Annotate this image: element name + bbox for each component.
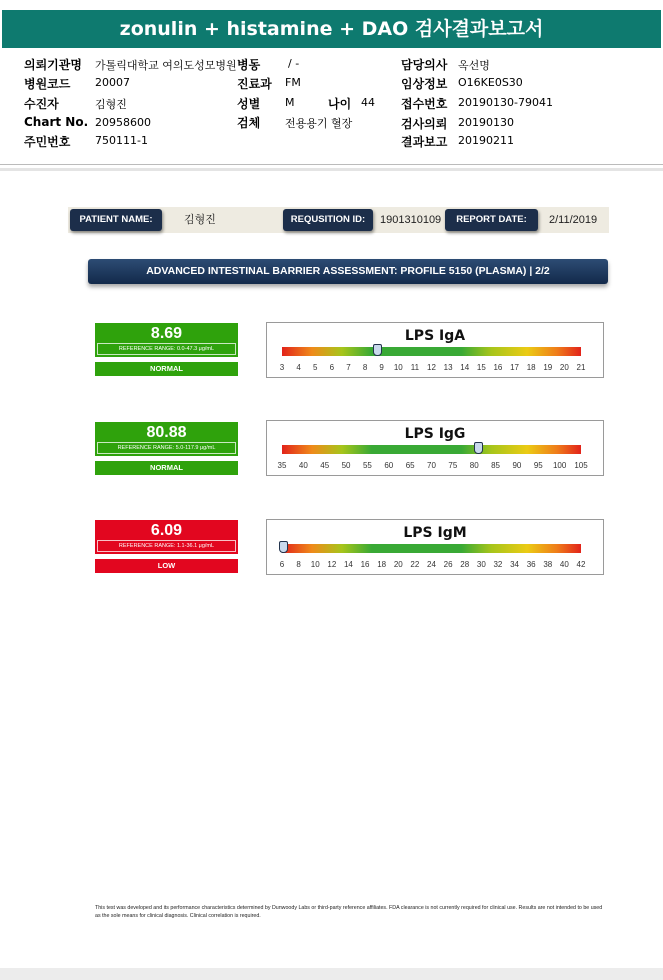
sex-value: M [285,96,295,109]
gauge-tick-label: 42 [576,560,586,569]
department-label: 진료과 [237,77,272,91]
requisition-id-label: REQUSITION ID: [283,209,373,231]
receipt-no-label: 접수번호 [401,97,448,111]
gauge-tick-label: 65 [405,461,415,470]
gauge-tick-label: 70 [427,461,436,470]
gauge-tick-label: 26 [443,560,453,569]
gauge-tick-label: 17 [510,363,519,372]
lps-igg-value: 80.88 [146,424,187,441]
lps-igg-reference: REFERENCE RANGE: 5.0-117.9 μg/mL [97,442,236,454]
gauge-tick-label: 16 [493,363,503,372]
gauge-tick-label: 5 [312,363,318,372]
specimen-value: 전용용기 혈장 [285,117,353,130]
header-divider-shadow [0,168,663,171]
gauge-tick-label: 40 [559,560,569,569]
specimen-label: 검체 [237,116,261,130]
gauge-tick-label: 6 [329,363,335,372]
age-value: 44 [361,96,375,109]
lps-igg-status: NORMAL [95,461,238,475]
gauge-tick-label: 8 [296,560,301,569]
gauge-marker [373,344,382,356]
hospital-code-value: 20007 [95,76,130,89]
gauge-tick-label: 15 [476,363,486,372]
gauge-tick-label: 10 [393,363,403,372]
gauge-tick-label: 13 [443,363,453,372]
gauge-tick-label: 16 [360,560,370,569]
gauge-tick-label: 18 [526,363,536,372]
gauge-tick-label: 7 [346,363,351,372]
hospital-code-label: 병원코드 [24,77,71,91]
gauge-tick-label: 20 [559,363,569,372]
gauge-tick-label: 8 [362,363,368,372]
patient-label: 수진자 [24,97,59,111]
doctor-label: 담당의사 [401,58,448,72]
clinical-info-value: O16KE0S30 [458,76,523,89]
gauge-tick-label: 36 [526,560,536,569]
request-date-value: 20190130 [458,116,514,129]
gauge-tick-label: 45 [320,461,330,470]
gauge-tick-label: 90 [512,461,522,470]
gauge-bar [282,347,581,356]
lps-iga-reference: REFERENCE RANGE: 0.0-47.3 μg/mL [97,343,236,355]
gauge-tick-label: 28 [460,560,470,569]
lps-iga-value: 8.69 [150,325,183,342]
lps-igm-status: LOW [95,559,238,573]
assessment-title: ADVANCED INTESTINAL BARRIER ASSESSMENT: PROFILE 5150 (PLASMA) | 2/2 [88,259,608,284]
gauge-tick-label: 50 [341,461,351,470]
gauge-tick-label: 18 [377,560,387,569]
gauge-tick-label: 19 [543,363,553,372]
gauge-tick-label: 11 [410,363,420,372]
lps-igm-result-box [95,520,238,554]
gauge-tick-label: 100 [552,461,567,470]
gauge-tick-label: 14 [343,560,353,569]
patient-name-label: PATIENT NAME: [70,209,162,231]
department-value: FM [285,76,301,89]
request-date-label: 검사의뢰 [401,117,448,131]
chart-no-label: Chart No. [24,115,89,129]
footer-disclaimer: This test was developed and its performance characteristics determined by Dunwoody Labs or third-party reference affiliates. FDA clearance is not currently required for clinical use. Results are not intended to be used as the sole means for clinical diagnosis. Clinical correlation is required. [95,905,603,919]
gauge-tick-label: 34 [510,560,519,569]
gauge-tick-label: 38 [543,560,553,569]
gauge-tick-label: 80 [469,461,479,470]
patient-value: 김형진 [95,98,127,111]
gauge-tick-label: 24 [427,560,436,569]
lps-iga-result-box [95,323,238,357]
report-date-value: 20190211 [458,134,514,147]
lps-igm-gauge-title: LPS IgM [403,525,467,541]
lps-igg-gauge-title: LPS IgG [404,426,466,442]
gauge-bar [282,445,581,454]
gauge-tick-label: 35 [277,461,287,470]
gauge-tick-label: 12 [427,363,436,372]
header-divider [0,164,663,165]
ward-value: / - [288,57,300,70]
lps-iga-status: NORMAL [95,362,238,376]
ward-label: 병동 [237,58,261,72]
gauge-tick-label: 55 [362,461,372,470]
gauge-tick-label: 14 [460,363,470,372]
gauge-tick-label: 21 [576,363,586,372]
gauge-tick-label: 3 [279,363,285,372]
gauge-tick-label: 4 [296,363,301,372]
gauge-tick-label: 85 [491,461,501,470]
gauge-bar [282,544,581,553]
gauge-tick-label: 40 [298,461,308,470]
gauge-tick-label: 22 [410,560,420,569]
lps-igg-result-box [95,422,238,456]
report-date-chip-label: REPORT DATE: [445,209,538,231]
gauge-tick-label: 10 [310,560,320,569]
gauge-tick-label: 60 [384,461,394,470]
chart-no-value: 20958600 [95,116,151,129]
doctor-value: 옥선명 [458,59,490,72]
lps-iga-gauge-title: LPS IgA [404,328,466,344]
patient-name-value: 김형진 [184,214,216,226]
lps-igm-gauge [266,519,604,575]
hospital-value: 가톨릭대학교 여의도성모병원 [95,59,237,72]
gauge-tick-label: 6 [279,560,285,569]
gauge-tick-label: 20 [393,560,403,569]
requisition-id-value: 1901310109 [380,214,442,226]
age-label: 나이 [328,97,352,111]
gauge-tick-label: 95 [533,461,543,470]
lps-igm-reference: REFERENCE RANGE: 1.1-36.1 μg/mL [97,540,236,552]
gauge-tick-label: 12 [327,560,337,569]
gauge-tick-label: 32 [493,560,503,569]
lps-igg-gauge [266,420,604,476]
clinical-info-label: 임상정보 [401,77,448,91]
gauge-tick-label: 30 [476,560,486,569]
gauge-tick-label: 105 [574,461,588,470]
resident-no-value: 750111-1 [95,134,148,147]
gauge-marker [279,541,288,553]
lps-igm-value: 6.09 [150,522,183,539]
report-title: zonulin + histamine + DAO 검사결과보고서 [2,10,661,48]
gauge-tick-label: 9 [379,363,384,372]
gauge-tick-label: 75 [448,461,458,470]
resident-no-label: 주민번호 [24,135,71,149]
sex-label: 성별 [237,97,261,111]
report-date-label: 결과보고 [401,135,448,149]
hospital-label: 의뢰기관명 [24,58,82,72]
lps-iga-gauge [266,322,604,378]
receipt-no-value: 20190130-79041 [458,96,553,109]
gauge-marker [474,442,483,454]
report-date-chip-value: 2/11/2019 [549,214,598,226]
